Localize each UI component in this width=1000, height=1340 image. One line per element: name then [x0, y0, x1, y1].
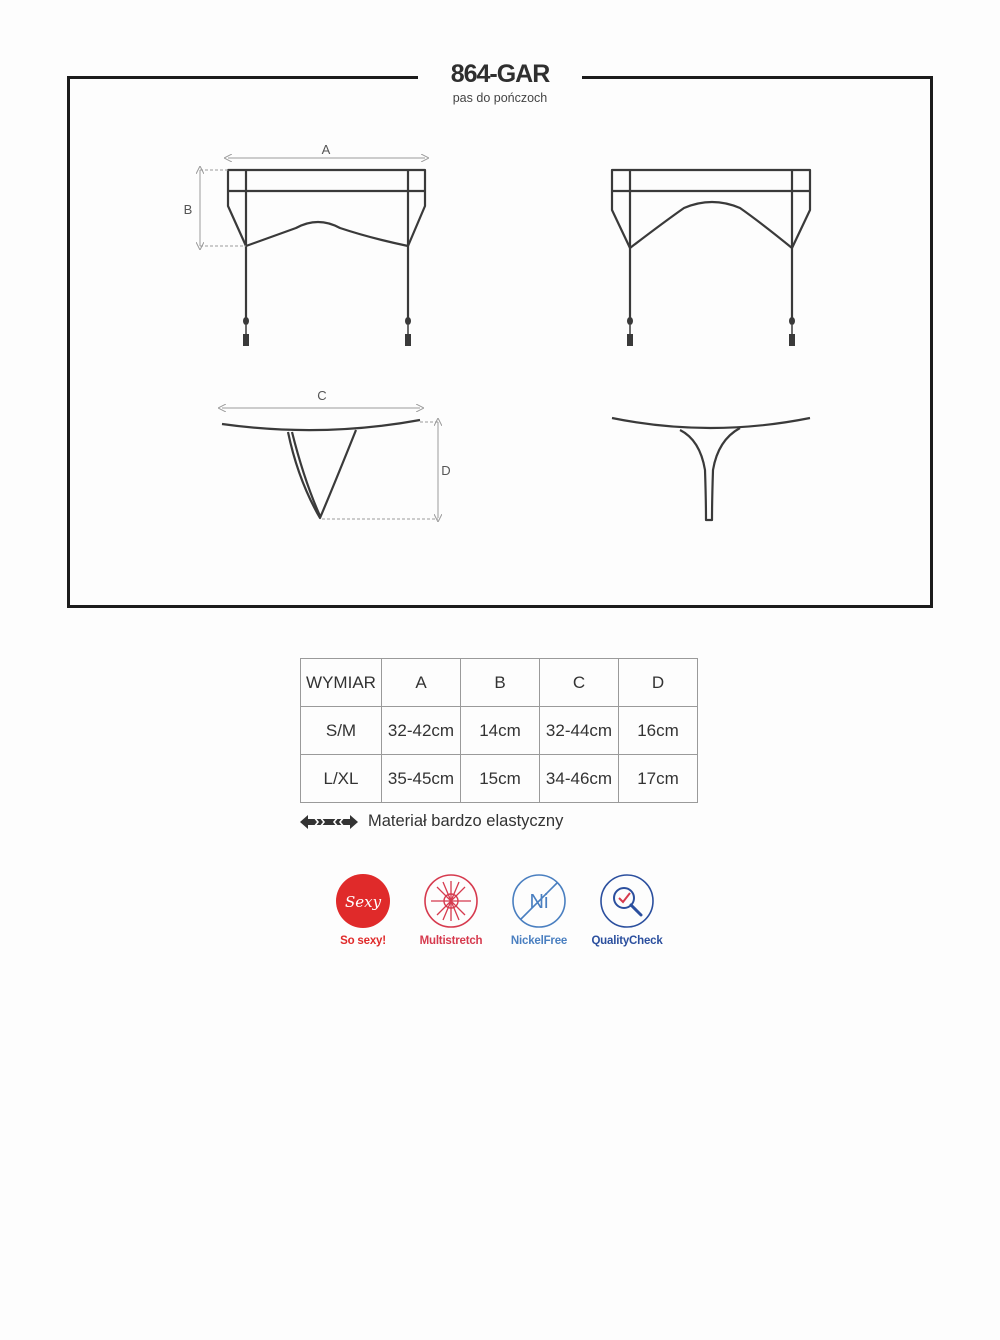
dimension-label-a: A — [321, 142, 331, 157]
garter-belt-front-drawing — [228, 170, 425, 318]
table-cell: 16cm — [619, 707, 698, 755]
dimension-lines — [200, 158, 438, 519]
nickel-icon-text: Ni — [529, 891, 549, 913]
table-cell: 32-42cm — [382, 707, 461, 755]
dimension-label-b: B — [183, 202, 193, 217]
garter-clips-front — [243, 317, 411, 346]
quality-check-icon — [599, 873, 655, 929]
badge-sexy — [318, 873, 408, 947]
badge-label: So sexy! — [340, 935, 386, 947]
table-cell: L/XL — [301, 755, 382, 803]
elastic-note-text: Materiał bardzo elastyczny — [368, 812, 564, 830]
table-header-cell: A — [382, 659, 461, 707]
badge-label: QualityCheck — [591, 935, 663, 947]
table-row — [301, 707, 698, 755]
sexy-icon — [335, 873, 391, 929]
nickel-free-icon — [511, 873, 567, 929]
table-header-cell: C — [540, 659, 619, 707]
table-cell: 14cm — [461, 707, 540, 755]
table-header-cell: B — [461, 659, 540, 707]
table-row — [301, 755, 698, 803]
table-cell: 15cm — [461, 755, 540, 803]
product-subtitle: pas do pończoch — [452, 91, 548, 105]
badge-quality-check — [582, 873, 672, 947]
table-header-cell: WYMIAR — [301, 659, 382, 707]
stretch-arrows-icon — [300, 814, 358, 830]
thong-back-drawing — [612, 418, 810, 520]
multistretch-icon — [423, 873, 479, 929]
table-cell: 32-44cm — [540, 707, 619, 755]
elastic-note — [300, 812, 563, 831]
feature-badges — [318, 873, 688, 963]
title-block — [418, 58, 582, 105]
badge-multistretch — [406, 873, 496, 947]
product-code: 864-GAR — [450, 60, 550, 88]
garter-belt-back-drawing — [612, 170, 810, 318]
table-cell: S/M — [301, 707, 382, 755]
badge-label: NickelFree — [510, 935, 568, 947]
badge-nickel-free — [494, 873, 584, 947]
dimension-label-c: C — [317, 388, 327, 403]
dimension-label-d: D — [441, 463, 451, 478]
garter-clips-back — [627, 317, 795, 346]
thong-front-drawing — [222, 420, 420, 518]
table-header-cell: D — [619, 659, 698, 707]
size-table — [300, 658, 698, 803]
sexy-icon-text: Sexy — [344, 893, 382, 911]
badge-label: Multistretch — [419, 935, 483, 947]
table-cell: 17cm — [619, 755, 698, 803]
table-cell: 34-46cm — [540, 755, 619, 803]
table-cell: 35-45cm — [382, 755, 461, 803]
table-header-row — [301, 659, 698, 707]
